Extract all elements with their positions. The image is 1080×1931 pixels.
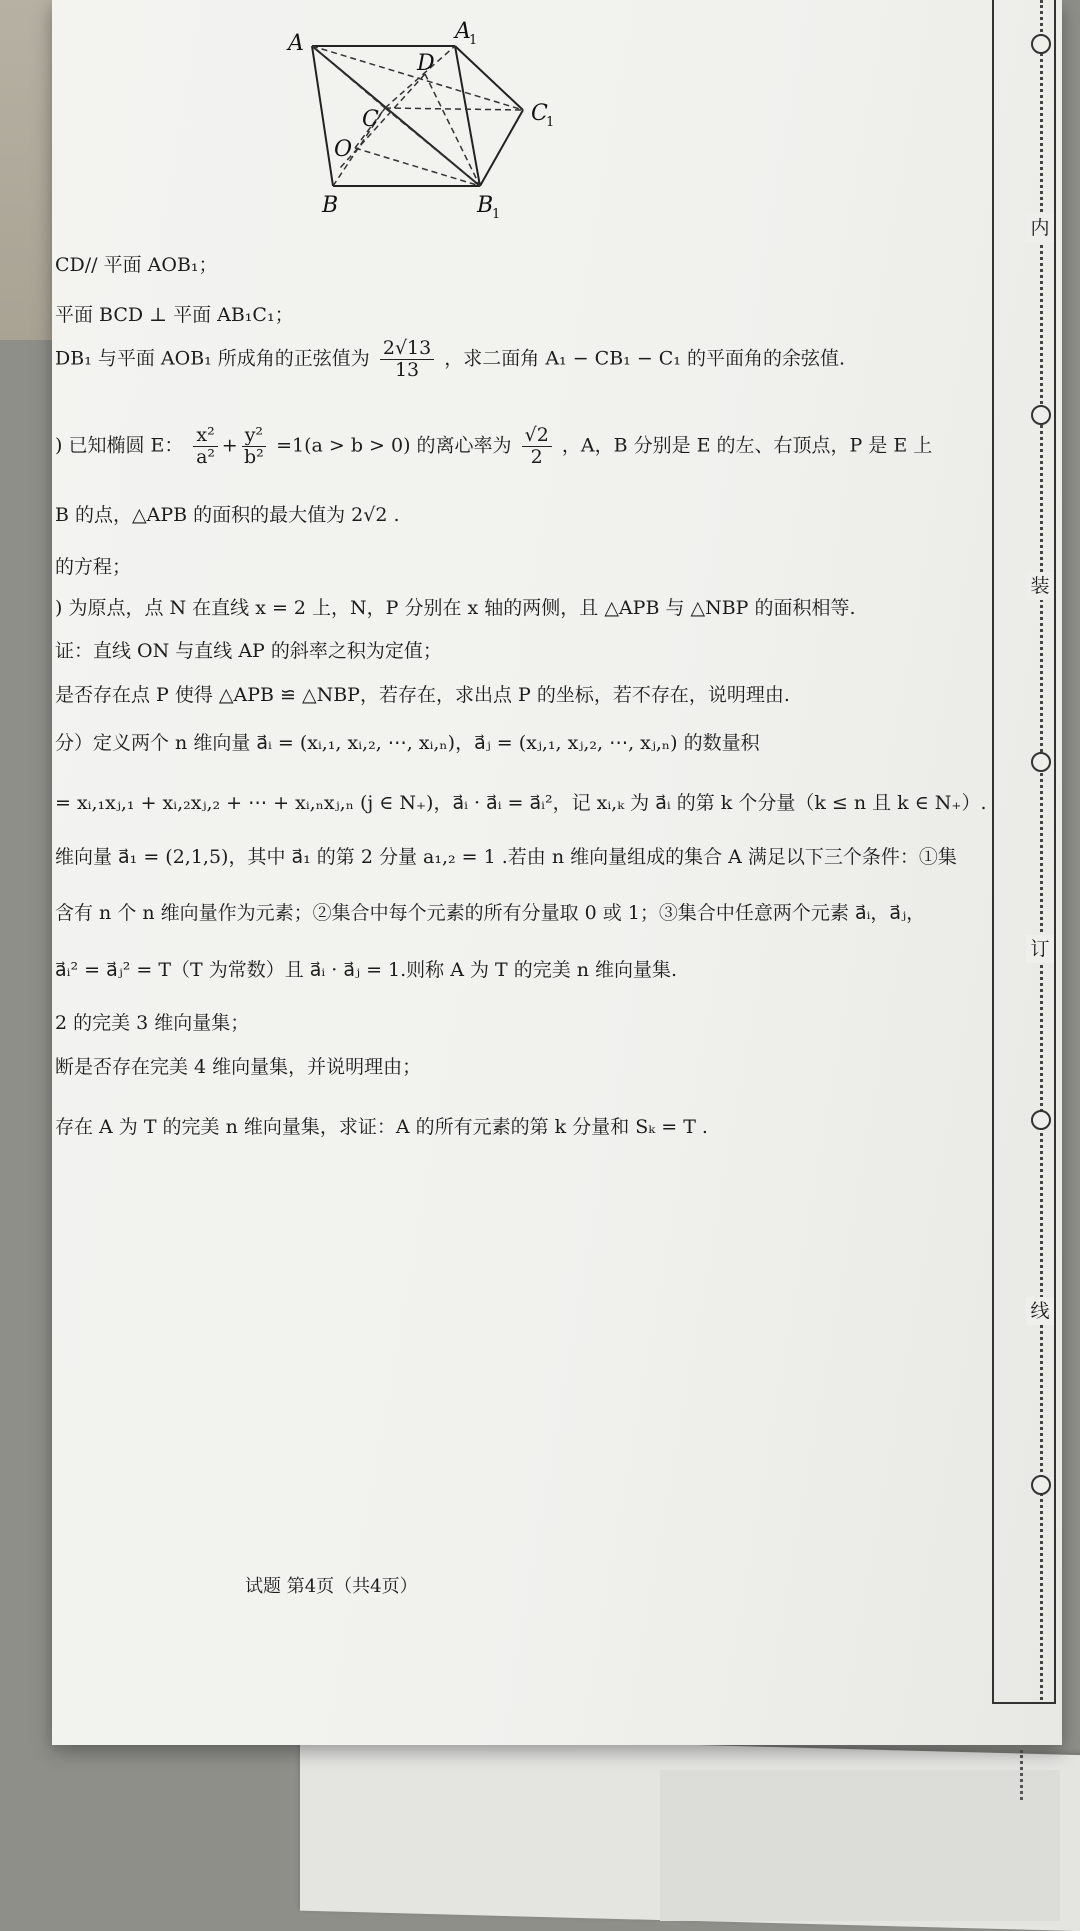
question-line-4: ) 已知椭圆 E： $\frac{\text{x²}}{\text{a²}}$ + $\frac{\text{y²}}{\text{b²}}$ =1(a > b > 0) 的离心率为 $\frac{√2}{2}$ ，A，B 分别是 E 的左、右顶点，P 是 E 上 — [55, 424, 933, 468]
label-A: A — [288, 31, 304, 56]
question-line-4-text-c: ，A，B 分别是 E 的左、右顶点，P 是 E 上 — [561, 434, 933, 457]
label-D: D — [417, 51, 435, 76]
question-line-10: 分）定义两个 n 维向量 a⃗ᵢ = (xᵢ,₁, xᵢ,₂, ⋯, xᵢ,ₙ)，a⃗ⱼ = (xⱼ,₁, xⱼ,₂, ⋯, xⱼ,ₙ) 的数量积 — [55, 732, 760, 754]
label-B: B — [322, 193, 339, 218]
question-line-1: CD// 平面 AOB₁； — [55, 254, 218, 276]
binding-circle-2 — [1031, 405, 1051, 425]
label-A1-sub: 1 — [469, 33, 478, 48]
label-B1: B — [477, 193, 494, 218]
eccentricity-num: √2 — [522, 425, 552, 447]
binding-label-ding: 订 — [1026, 935, 1054, 963]
binding-label-zhuang: 装 — [1026, 572, 1054, 600]
ellipse-x-fraction — [193, 425, 217, 468]
ellipse-y-den: b² — [243, 445, 264, 468]
label-C1-sub: 1 — [546, 115, 555, 130]
dash-D-B — [340, 74, 425, 168]
binding-label-nei: 内 — [1026, 214, 1054, 242]
question-line-2: 平面 BCD ⊥ 平面 AB₁C₁； — [55, 304, 294, 326]
sine-fraction — [380, 338, 434, 381]
question-line-16: 断是否存在完美 4 维向量集，并说明理由； — [55, 1056, 422, 1078]
ellipse-y-num: y² — [242, 425, 266, 447]
eccentricity-den: 2 — [530, 445, 543, 468]
underlying-sheet-dots — [1020, 1750, 1035, 1800]
binding-circle-4 — [1031, 1110, 1051, 1130]
binding-circle-5 — [1031, 1475, 1051, 1495]
question-line-4-text-a: ) 已知椭圆 E： — [55, 434, 184, 457]
question-line-14: a⃗ᵢ² = a⃗ⱼ² = T（T 为常数）且 a⃗ᵢ · a⃗ⱼ = 1.则称 A 为 T 的完美 n 维向量集. — [55, 959, 678, 981]
ellipse-x-num: x² — [193, 425, 217, 447]
question-line-3-text-a: DB₁ 与平面 AOB₁ 所成角的正弦值为 — [55, 347, 370, 370]
question-line-5: B 的点，△APB 的面积的最大值为 2√2 . — [55, 504, 400, 526]
label-B1-sub: 1 — [492, 207, 501, 218]
edge-A-B — [312, 46, 333, 186]
binding-dotted-line — [1040, 0, 1043, 1700]
question-line-17: 存在 A 为 T 的完美 n 维向量集，求证：A 的所有元素的第 k 分量和 Sₖ = T . — [55, 1116, 708, 1138]
binding-circle-3 — [1031, 752, 1051, 772]
underlying-sheet-edge — [660, 1770, 1060, 1921]
question-line-15: 2 的完美 3 维向量集； — [55, 1012, 250, 1034]
prism-figure — [280, 8, 580, 218]
label-A1: A — [455, 19, 471, 44]
question-line-12: 维向量 a⃗₁ = (2,1,5)，其中 a⃗₁ 的第 2 分量 a₁,₂ = 1 .若由 n 维向量组成的集合 A 满足以下三个条件：①集 — [55, 846, 957, 868]
edge-C1-B1 — [480, 110, 523, 186]
binding-label-xian: 线 — [1026, 1297, 1054, 1325]
question-line-6: 的方程； — [55, 556, 132, 578]
binding-circle-1 — [1031, 34, 1051, 54]
dash-C-C1 — [385, 108, 523, 110]
dash-O-B1 — [355, 148, 480, 186]
question-line-4-text-b: =1(a > b > 0) 的离心率为 — [276, 434, 512, 457]
eccentricity-fraction — [522, 425, 552, 468]
ellipse-x-den: a² — [196, 445, 216, 468]
dash-D-B1 — [425, 74, 480, 186]
question-line-3-text-b: ，求二面角 A₁ − CB₁ − C₁ 的平面角的余弦值. — [444, 347, 846, 370]
question-line-8: 证：直线 ON 与直线 AP 的斜率之积为定值； — [55, 640, 442, 662]
label-C: C — [362, 107, 379, 132]
binding-margin-box — [992, 0, 1056, 1704]
ellipse-y-fraction — [242, 425, 266, 468]
question-line-9: 是否存在点 P 使得 △APB ≌ △NBP，若存在，求出点 P 的坐标，若不存在，说明理由. — [55, 684, 790, 706]
label-O: O — [334, 137, 353, 162]
sine-fraction-num: 2√13 — [380, 338, 434, 360]
question-line-11: = xᵢ,₁xⱼ,₁ + xᵢ,₂xⱼ,₂ + ⋯ + xᵢ,ₙxⱼ,ₙ (j ∈ N₊)，a⃗ᵢ · a⃗ᵢ = a⃗ᵢ²，记 xᵢ,ₖ 为 a⃗ᵢ 的第 k 个分量（k ≤ n 且 k ∈ N₊）. — [55, 792, 987, 814]
question-line-13: 含有 n 个 n 维向量作为元素；②集合中每个元素的所有分量取 0 或 1；③集合中任意两个元素 a⃗ᵢ，a⃗ⱼ， — [55, 902, 926, 924]
question-line-3 — [55, 338, 845, 381]
sine-fraction-den: 13 — [394, 358, 420, 381]
question-line-7: ) 为原点，点 N 在直线 x = 2 上，N，P 分别在 x 轴的两侧，且 △APB 与 △NBP 的面积相等. — [55, 597, 856, 619]
label-C1: C — [531, 101, 548, 126]
page-footer: 试题 第4页（共4页） — [245, 1576, 418, 1597]
